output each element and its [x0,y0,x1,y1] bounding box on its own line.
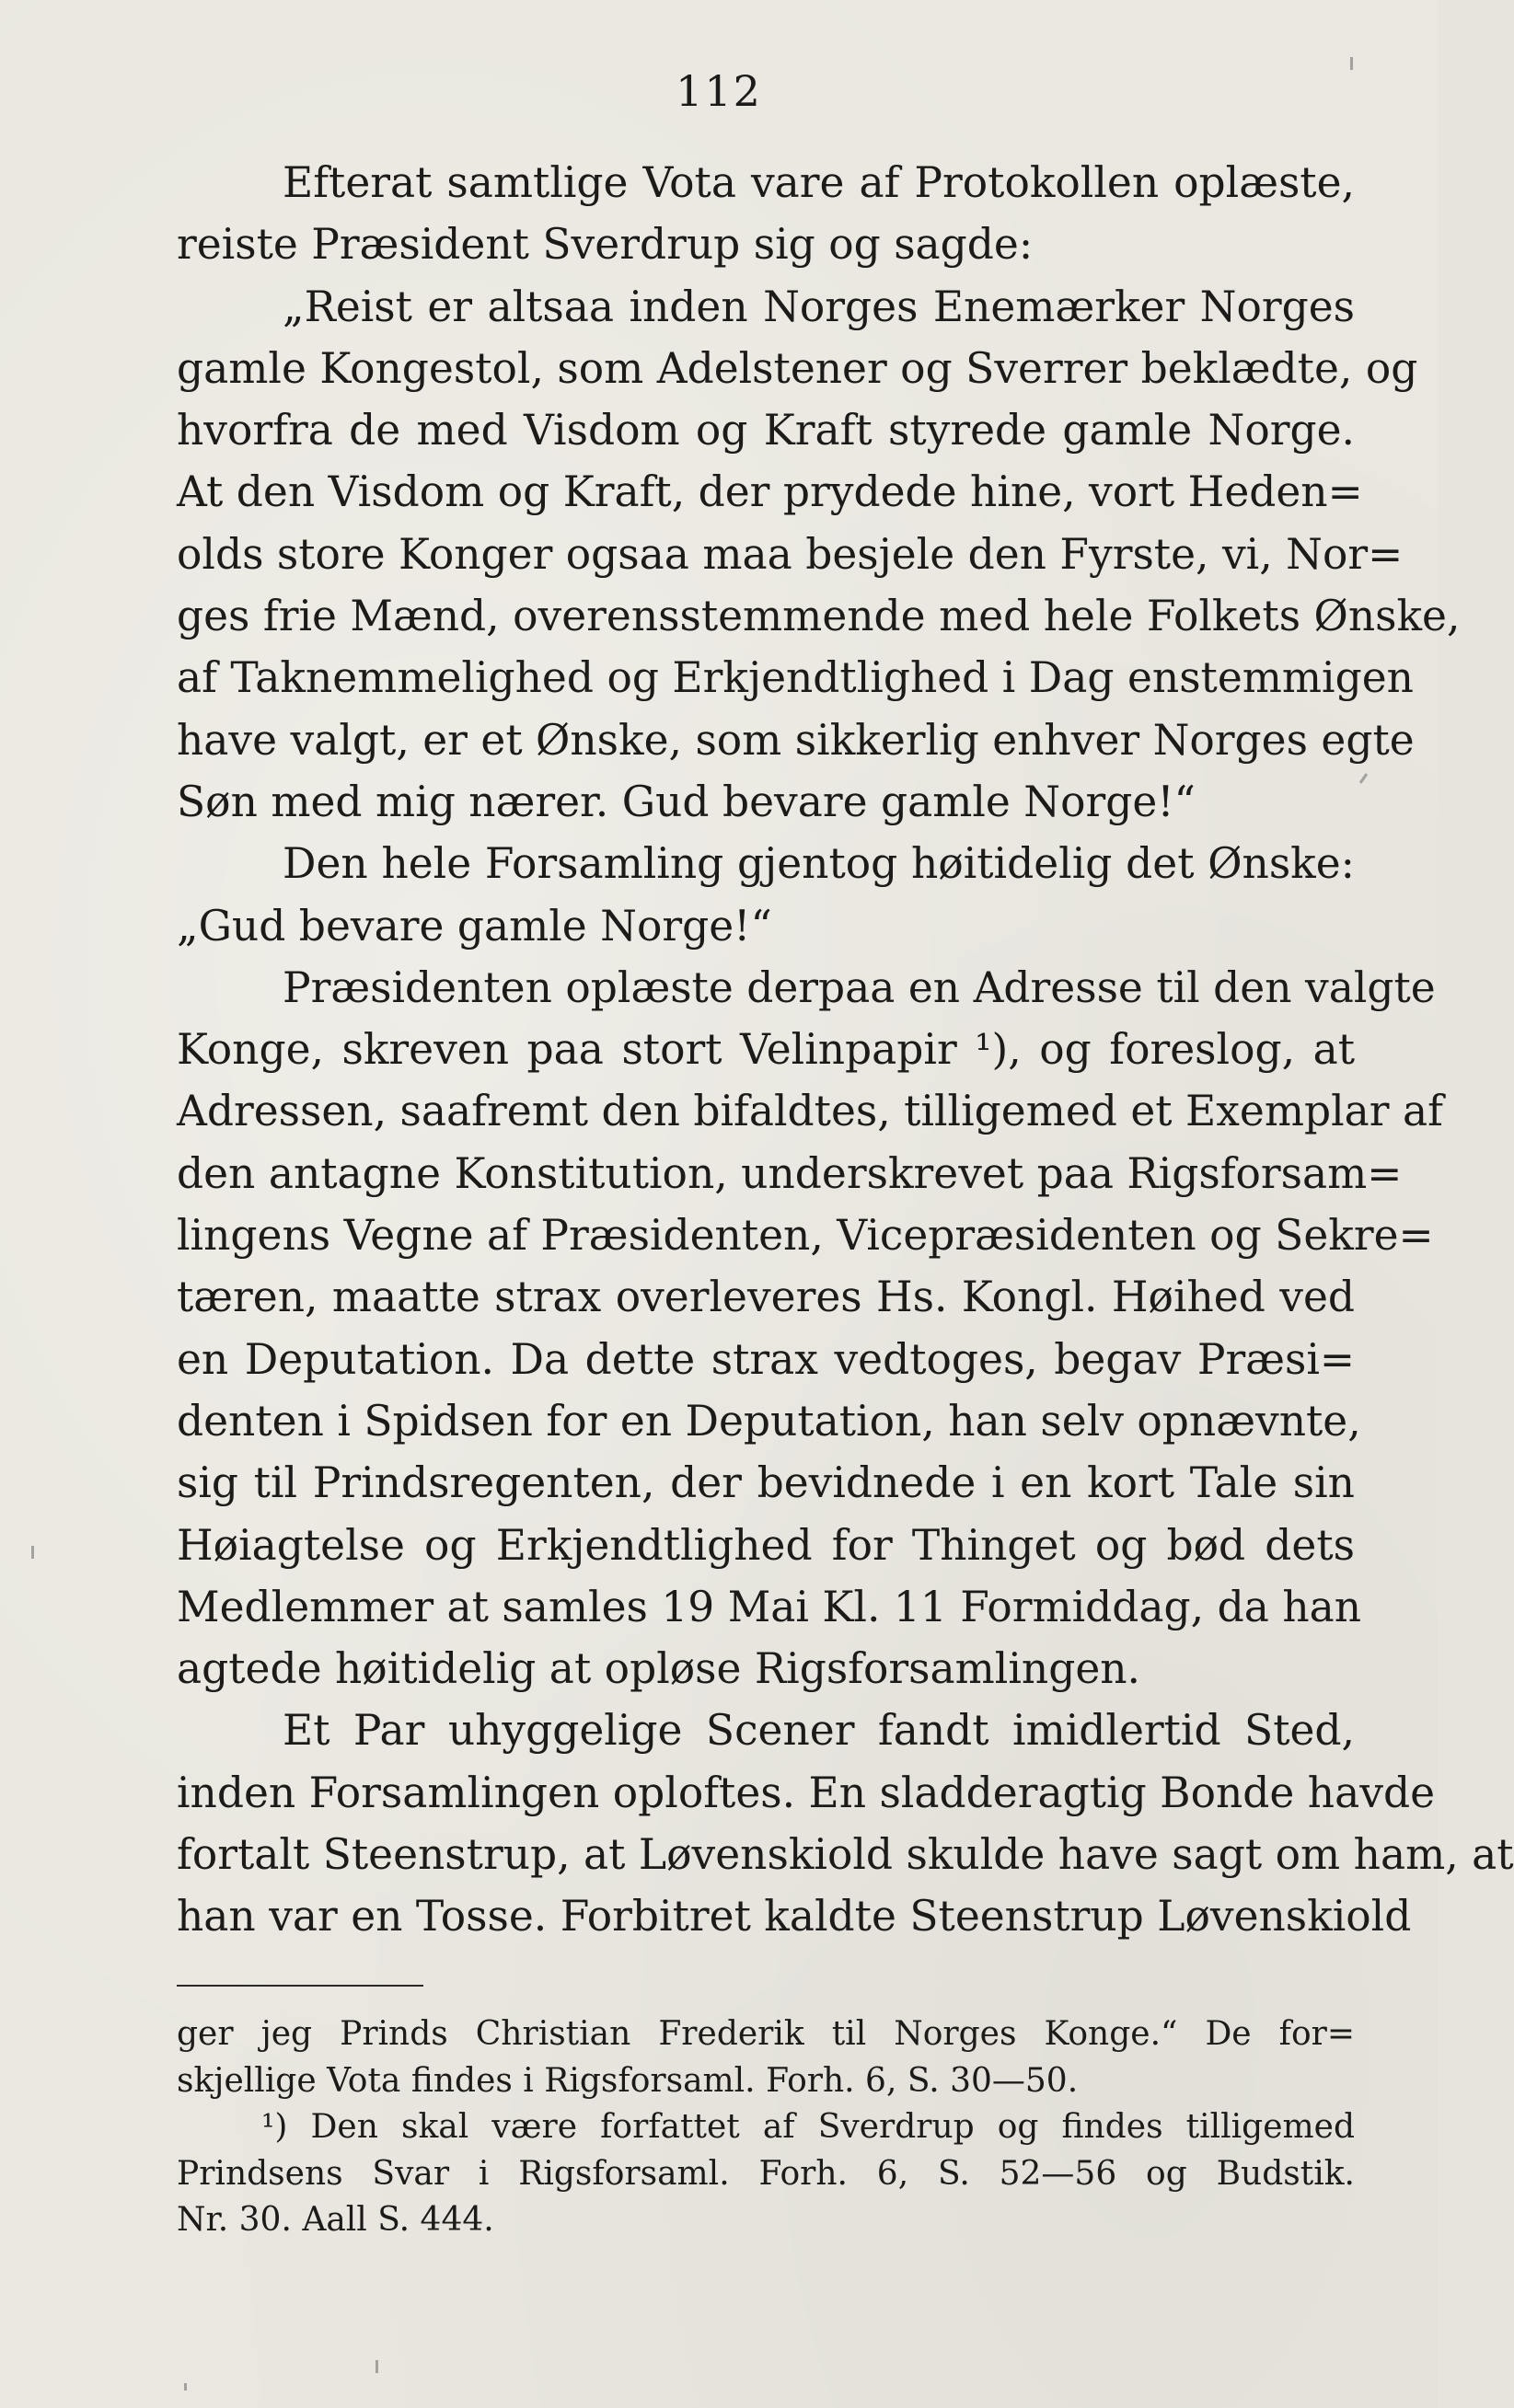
body-line: have valgt, er et Ønske, som sikkerlig enhver Norges egte [177,715,1415,765]
body-line: „Gud bevare gamle Norge!“ [177,901,772,951]
footnote-line: Prindsens Svar i Rigsforsaml. Forh. 6, S. 52—56 og Budstik. [177,2154,1355,2193]
body-line: Præsidenten oplæste derpaa en Adresse til den valgte [283,962,1436,1012]
body-line: Et Par uhyggelige Scener fandt imidlertid Sted, [283,1706,1355,1756]
footnotes [177,2011,1355,2244]
body-line: en Deputation. Da dette strax vedtoges, begav Præsi= [177,1334,1355,1384]
body-line: Konge, skreven paa stort Velinpapir ¹), og foreslog, at [177,1025,1355,1075]
body-line: „Reist er altsaa inden Norges Enemærker Norges [283,282,1355,331]
footnote-line: Nr. 30. Aall S. 444. [177,2201,494,2239]
body-line: den antagne Konstitution, underskrevet paa Rigsforsam= [177,1148,1403,1198]
body-line: Søn med mig nærer. Gud bevare gamle Norge!“ [177,777,1196,826]
paper-speck [376,2360,378,2373]
body-line: tæren, maatte strax overleveres Hs. Kongl. Høihed ved [177,1273,1355,1322]
footnote-line: ¹) Den skal være forfattet af Sverdrup og findes tilligemed [261,2108,1355,2146]
body-line: denten i Spidsen for en Deputation, han selv opnævnte, [177,1396,1361,1446]
body-line: agtede høitidelig at opløse Rigsforsamlingen. [177,1644,1141,1694]
body-line: Den hele Forsamling gjentog høitidelig det Ønske: [283,839,1355,889]
body-line: Adressen, saafremt den bifaldtes, tilligemed et Exemplar af [177,1087,1443,1136]
body-line: gamle Kongestol, som Adelstener og Sverrer beklædte, og [177,343,1418,393]
paper-speck [1350,57,1353,70]
body-line: af Taknemmelighed og Erkjendtlighed i Dag enstemmigen [177,653,1414,703]
footnote-line: ger jeg Prinds Christian Frederik til Norges Konge.“ De for= [177,2015,1355,2053]
body-line: reiste Præsident Sverdrup sig og sagde: [177,220,1034,270]
body-line: han var en Tosse. Forbitret kaldte Steenstrup Løvenskiold [177,1892,1412,1941]
paper-speck [1359,773,1368,784]
body-line: hvorfra de med Visdom og Kraft styrede gamle Norge. [177,406,1355,455]
footnote-line: skjellige Vota findes i Rigsforsaml. Forh. 6, S. 30—50. [177,2061,1079,2100]
body-line: Medlemmer at samles 19 Mai Kl. 11 Formiddag, da han [177,1582,1362,1631]
body-line: ges frie Mænd, overensstemmende med hele Folkets Ønske, [177,592,1461,641]
footnote-separator [177,1985,423,1987]
body-line: sig til Prindsregenten, der bevidnede i en kort Tale sin [177,1458,1355,1508]
body-line: olds store Konger ogsaa maa besjele den Fyrste, vi, Nor= [177,529,1404,579]
body-line: fortalt Steenstrup, at Løvenskiold skulde have sagt om ham, at [177,1830,1514,1880]
body-text [177,152,1514,1948]
body-line: Efterat samtlige Vota vare af Protokollen oplæste, [283,158,1355,207]
paper-speck [31,1546,34,1559]
body-line: Høiagtelse og Erkjendtlighed for Thinget og bød dets [177,1520,1355,1570]
body-line: At den Visdom og Kraft, der prydede hine, vort Heden= [177,467,1363,517]
paper-speck [184,2383,187,2391]
body-line: lingens Vegne af Præsidenten, Vicepræsidenten og Sekre= [177,1211,1434,1261]
page-number: 112 [676,66,762,116]
body-line: inden Forsamlingen oploftes. En sladderagtig Bonde havde [177,1768,1435,1817]
